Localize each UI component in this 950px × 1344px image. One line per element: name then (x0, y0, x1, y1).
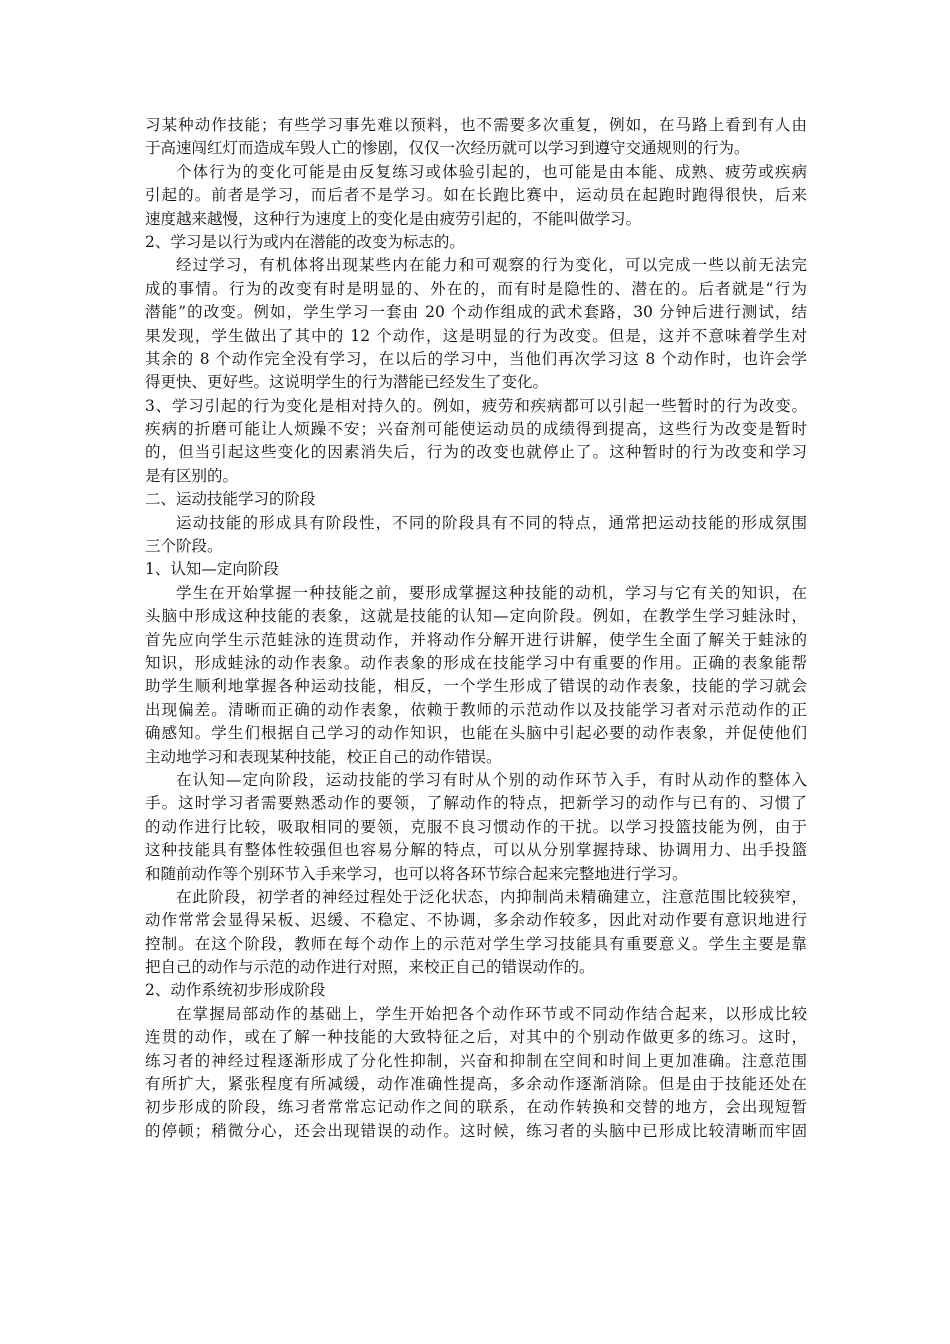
text-line: 确感知。学生们根据自己学习的动作知识，也能在头脑中引起必要的动作表象，并促使他们 (145, 724, 807, 743)
text-line: 把自己的动作与示范的动作进行对照，来校正自己的错误动作的。 (145, 958, 595, 977)
text-line: 的停顿；稍微分心，还会出现错误的动作。这时候，练习者的头脑中已形成比较清晰而牢固 (145, 1121, 807, 1140)
text-line: 在掌握局部动作的基础上，学生开始把各个动作环节或不同动作结合起来，以形成比较 (176, 1004, 807, 1023)
text-line: 在认知—定向阶段，运动技能的学习有时从个别的动作环节入手，有时从动作的整体入 (176, 770, 807, 789)
text-line: 个体行为的变化可能是由反复练习或体验引起的，也可能是由本能、成熟、疲劳或疾病 (176, 162, 807, 181)
text-line: 潜能”的改变。例如，学生学习一套由 20 个动作组成的武术套路，30 分钟后进行测试，结 (145, 303, 807, 322)
text-line: 三个阶段。 (145, 537, 223, 556)
text-line: 成的事情。行为的改变有时是明显的、外在的，而有时是隐性的、潜在的。后者就是“行为 (145, 279, 807, 298)
text-line: 得更快、更好些。这说明学生的行为潜能已经发生了变化。 (145, 373, 549, 392)
text-line: 助学生顺利地掌握各种运动技能，相反，一个学生形成了错误的动作表象，技能的学习就会 (145, 677, 807, 696)
text-line: 初步形成的阶段，练习者常常忘记动作之间的联系，在动作转换和交替的地方，会出现短暂 (145, 1098, 807, 1117)
text-line: 主动地学习和表现某种技能，校正自己的动作错误。 (145, 747, 502, 766)
text-line: 出现偏差。清晰而正确的动作表象，依赖于教师的示范动作以及技能学习者对示范动作的正 (145, 700, 807, 719)
text-line: 经过学习，有机体将出现某些内在能力和可观察的行为变化，可以完成一些以前无法完 (176, 256, 807, 275)
text-line: 头脑中形成这种技能的表象，这就是技能的认知—定向阶段。例如，在教学生学习蛙泳时， (145, 607, 807, 626)
text-line: 手。这时学习者需要熟悉动作的要领，了解动作的特点，把新学习的动作与已有的、习惯了 (145, 794, 807, 813)
text-line: 连贯的动作，或在了解一种技能的大致特征之后，对其中的个别动作做更多的练习。这时， (145, 1028, 807, 1047)
text-line: 的，但当引起这些变化的因素消失后，行为的改变也就停止了。这种暂时的行为改变和学习 (145, 443, 807, 462)
text-line: 习某种动作技能；有些学习事先难以预料，也不需要多次重复，例如，在马路上看到有人由 (145, 116, 807, 134)
section-heading: 1、认知—定向阶段 (145, 560, 279, 579)
text-line: 是有区别的。 (145, 466, 239, 485)
text-line: 和随前动作等个别环节入手来学习，也可以将各环节综合起来完整地进行学习。 (145, 864, 688, 883)
text-line: 其余的 8 个动作完全没有学习，在以后的学习中，当他们再次学习这 8 个动作时，也许会学 (145, 349, 807, 368)
text-line: 控制。在这个阶段，教师在每个动作上的示范对学生学习技能具有重要意义。学生主要是靠 (145, 934, 807, 953)
text-line: 首先应向学生示范蛙泳的连贯动作，并将动作分解开进行讲解，使学生全面了解关于蛙泳的 (145, 630, 807, 649)
text-line: 学生在开始掌握一种技能之前，要形成掌握这种技能的动机，学习与它有关的知识，在 (176, 583, 807, 602)
text-line: 有所扩大，紧张程度有所减缓，动作准确性提高，多余动作逐渐消除。但是由于技能还处在 (145, 1075, 807, 1094)
text-line: 知识，形成蛙泳的动作表象。动作表象的形成在技能学习中有重要的作用。正确的表象能帮 (145, 653, 807, 672)
section-heading: 二、运动技能学习的阶段 (145, 490, 316, 509)
text-line: 3、学习引起的行为变化是相对持久的。例如，疲劳和疾病都可以引起一些暂时的行为改变。 (145, 396, 807, 415)
text-line: 速度越来越慢，这种行为速度上的变化是由疲劳引起的，不能叫做学习。 (145, 209, 642, 228)
document-page (145, 114, 807, 1143)
text-line: 的动作进行比较，吸取相同的要领，克服不良习惯动作的干扰。以学习投篮技能为例，由于 (145, 817, 807, 836)
section-heading: 2、动作系统初步形成阶段 (145, 981, 326, 1000)
text-line: 运动技能的形成具有阶段性，不同的阶段具有不同的特点，通常把运动技能的形成氛围 (176, 513, 807, 532)
text-line: 疾病的折磨可能让人烦躁不安；兴奋剂可能使运动员的成绩得到提高，这些行为改变是暂时 (145, 420, 807, 439)
text-line: 在此阶段，初学者的神经过程处于泛化状态，内抑制尚未精确建立，注意范围比较狭窄， (176, 887, 807, 906)
text-line: 果发现，学生做出了其中的 12 个动作，这是明显的行为改变。但是，这并不意味着学生对 (145, 326, 807, 345)
section-heading: 2、学习是以行为或内在潜能的改变为标志的。 (145, 232, 465, 251)
text-line: 这种技能具有整体性较强但也容易分解的特点，可以从分别掌握持球、协调用力、出手投篮 (145, 841, 807, 860)
text-line: 动作常常会显得呆板、迟缓、不稳定、不协调，多余动作较多，因此对动作要有意识地进行 (145, 911, 807, 930)
text-line: 于高速闯红灯而造成车毁人亡的惨剧，仅仅一次经历就可以学习到遵守交通规则的行为。 (145, 139, 750, 158)
text-line: 练习者的神经过程逐渐形成了分化性抑制，兴奋和抑制在空间和时间上更加准确。注意范围 (145, 1051, 807, 1070)
text-line: 引起的。前者是学习，而后者不是学习。如在长跑比赛中，运动员在起跑时跑得很快，后来 (145, 186, 807, 205)
